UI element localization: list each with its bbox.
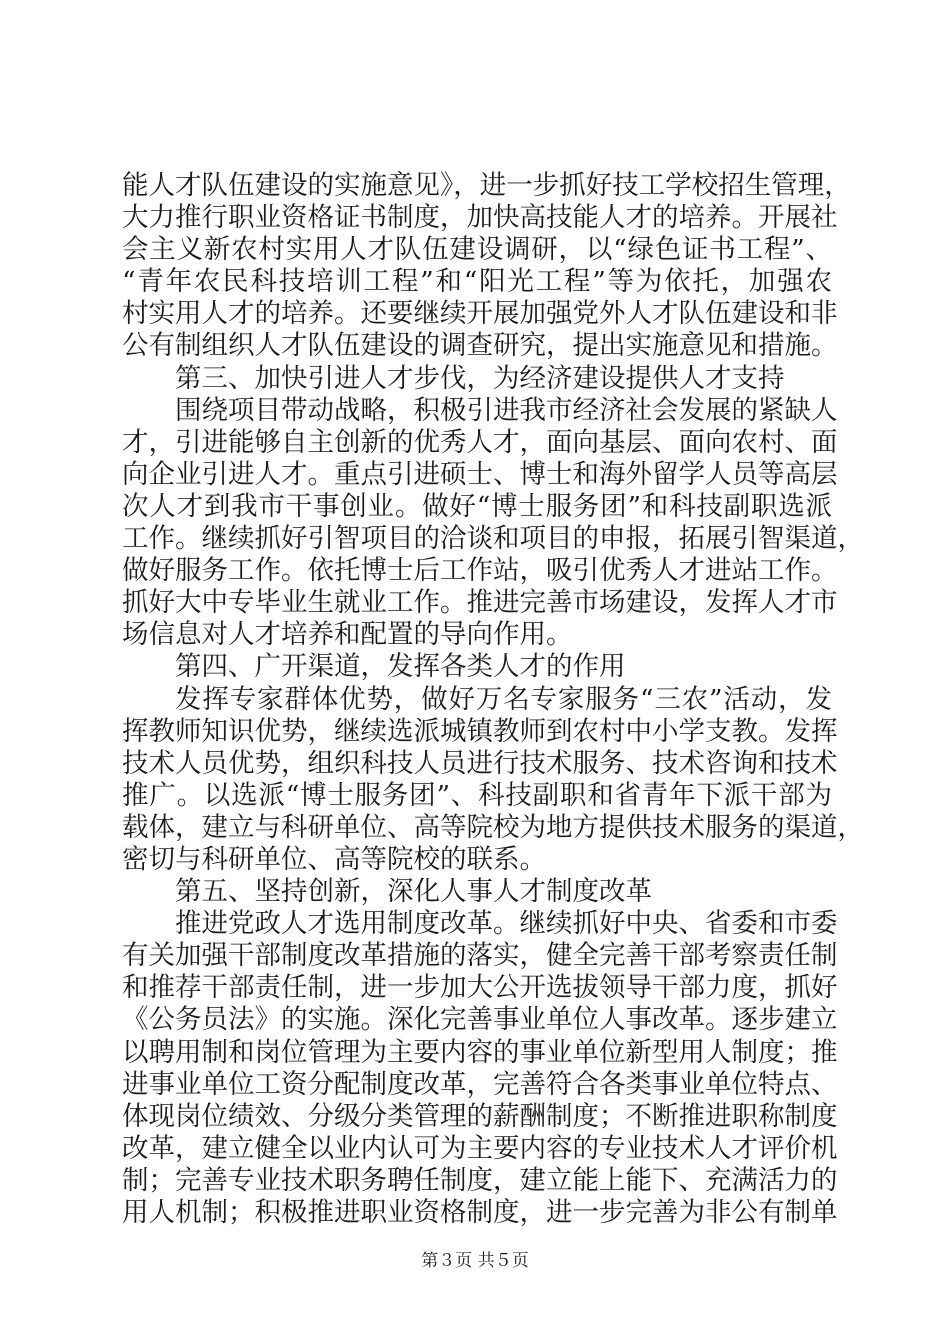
section-heading: 第三、加快引进人才步伐，为经济建设提供人才支持 bbox=[175, 362, 785, 394]
section-heading: 第四、广开渠道，发挥各类人才的作用 bbox=[175, 651, 626, 683]
text-line: 能人才队伍建设的实施意见》，进一步抓好技工学校招生管理， bbox=[122, 170, 851, 201]
text-line: 会主义新农村实用人才队伍建设调研，以“绿色证书工程”、 bbox=[122, 234, 832, 266]
text-line: 制；完善专业技术职务聘任制度，建立能上能下、充满活力的 bbox=[122, 1164, 838, 1196]
text-line: “青年农民科技培训工程”和“阳光工程”等为依托，加强农 bbox=[122, 266, 832, 298]
text-line: 用人机制；积极推进职业资格制度，进一步完善为非公有制单 bbox=[122, 1197, 838, 1228]
document-body bbox=[122, 170, 864, 1229]
text-line: 村实用人才的培养。还要继续开展加强党外人才队伍建设和非 bbox=[122, 298, 838, 330]
text-line: 密切与科研单位、高等院校的联系。 bbox=[122, 843, 546, 875]
text-line: 抓好大中专毕业生就业工作。推进完善市场建设，发挥人才市 bbox=[122, 587, 838, 619]
text-line: 大力推行职业资格证书制度，加快高技能人才的培养。开展社 bbox=[122, 202, 838, 234]
text-line: 向企业引进人才。重点引进硕士、博士和海外留学人员等高层 bbox=[122, 458, 838, 490]
text-line: 围绕项目带动战略，积极引进我市经济社会发展的紧缺人 bbox=[175, 394, 838, 426]
text-line: 和推荐干部责任制，进一步加大公开选拔领导干部力度，抓好 bbox=[122, 972, 838, 1004]
text-line: 《公务员法》的实施。深化完善事业单位人事改革。逐步建立 bbox=[122, 1004, 838, 1036]
text-line: 改革，建立健全以业内认可为主要内容的专业技术人才评价机 bbox=[122, 1132, 838, 1164]
text-line: 工作。继续抓好引智项目的洽谈和项目的申报，拓展引智渠道， bbox=[122, 523, 864, 555]
text-line: 推进党政人才选用制度改革。继续抓好中央、省委和市委 bbox=[175, 908, 838, 940]
text-line: 次人才到我市干事创业。做好“博士服务团”和科技副职选派 bbox=[122, 490, 832, 522]
text-line: 有关加强干部制度改革措施的落实，健全完善干部考察责任制 bbox=[122, 940, 838, 972]
text-line: 技术人员优势，组织科技人员进行技术服务、技术咨询和技术 bbox=[122, 747, 838, 779]
text-line: 以聘用制和岗位管理为主要内容的事业单位新型用人制度；推 bbox=[122, 1036, 838, 1068]
text-line: 公有制组织人才队伍建设的调查研究，提出实施意见和措施。 bbox=[122, 330, 838, 362]
text-line: 进事业单位工资分配制度改革，完善符合各类事业单位特点、 bbox=[122, 1068, 838, 1100]
text-line: 体现岗位绩效、分级分类管理的薪酬制度；不断推进职称制度 bbox=[122, 1100, 838, 1132]
text-line: 做好服务工作。依托博士后工作站，吸引优秀人才进站工作。 bbox=[122, 555, 838, 587]
text-line: 发挥专家群体优势，做好万名专家服务“三农”活动，发 bbox=[175, 683, 832, 715]
text-line: 推广。以选派“博士服务团”、科技副职和省青年下派干部为 bbox=[122, 779, 832, 811]
text-line: 才，引进能够自主创新的优秀人才，面向基层、面向农村、面 bbox=[122, 426, 838, 458]
page-footer: 第３页 共５页 bbox=[421, 1251, 529, 1271]
text-line: 载体，建立与科研单位、高等院校为地方提供技术服务的渠道， bbox=[122, 811, 864, 843]
text-line: 场信息对人才培养和配置的导向作用。 bbox=[122, 619, 573, 651]
text-line: 挥教师知识优势，继续选派城镇教师到农村中小学支教。发挥 bbox=[122, 715, 838, 747]
section-heading: 第五、坚持创新，深化人事人才制度改革 bbox=[175, 876, 652, 908]
